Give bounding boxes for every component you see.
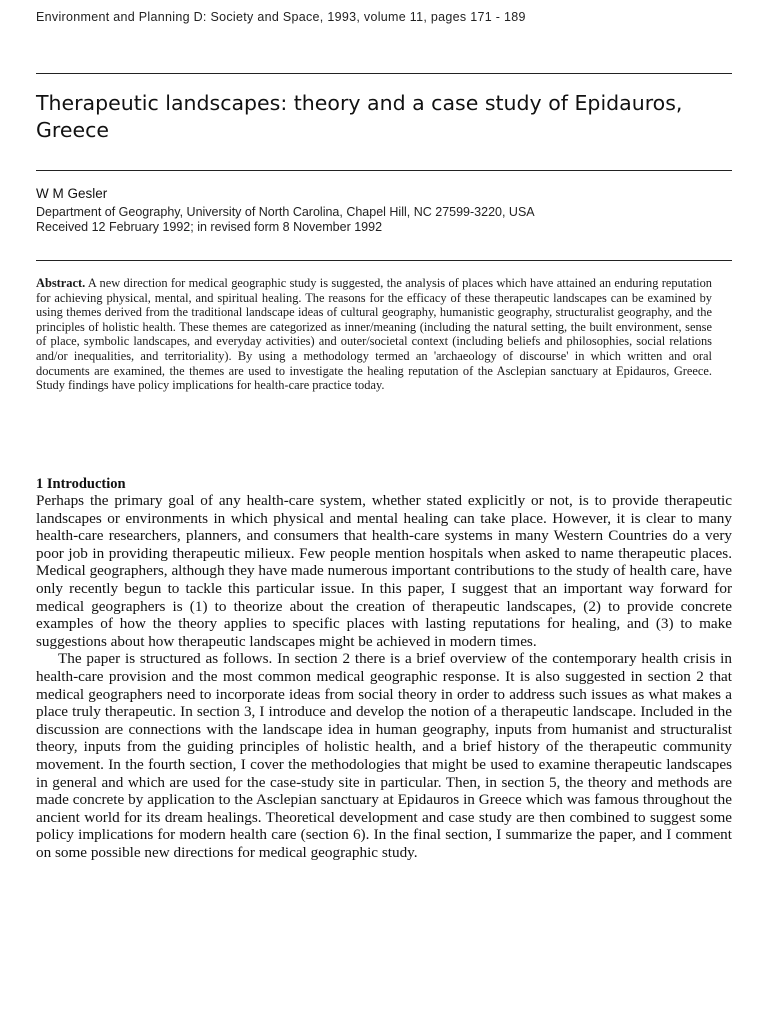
running-head: Environment and Planning D: Society and Space, 1993, volume 11, pages 171 - 189 [36,10,526,24]
title-rule [36,170,732,171]
abstract-text: A new direction for medical geographic study is suggested, the analysis of places which have attained an enduring reputation for achieving physical, mental, and spiritual healing. The reasons for the efficacy of these therapeutic landscapes can be examined by using themes derived from the traditional landscape ideas of cultural geography, humanistic geography, structuralist geography, and the principles of holistic health. These themes are categorized as inner/meaning (including the natural setting, the built environment, sense of place, symbolic landscapes, and everyday activities) and outer/societal context (including beliefs and philosophies, social relations and/or inequalities, and territoriality). By using a methodology termed an 'archaeology of discourse' in which written and oral documents are examined, the themes are used to investigate the healing reputation of the Asclepian sanctuary at Epidauros, Greece. Study findings have policy implications for health-care practice today. [36,276,712,393]
body-text [36,492,732,861]
section-heading: 1 Introduction [36,476,126,492]
top-rule [36,73,732,74]
paragraph: The paper is structured as follows. In section 2 there is a brief overview of the contemporary health crisis in health-care provision and the most common medical geographic response. It is also suggested in section 2 that medical geographers need to incorporate ideas from social theory in order to address such issues as what makes a place truly therapeutic. In section 3, I introduce and develop the notion of a therapeutic landscape. Included in the discussion are connections with the landscape idea in human geography, inputs from humanist and structuralist theory, inputs from the guiding principles of holistic health, and a brief history of the therapeutic community movement. In the fourth section, I cover the methodologies that might be used to examine therapeutic landscapes in general and which are used for the case-study site in particular. Then, in section 5, the theory and methods are made concrete by application to the Asclepian sanctuary at Epidauros in Greece which was famous throughout the ancient world for its dream healings. Theoretical development and case study are then combined to suggest some policy implications for modern health care (section 6). In the final section, I summarize the paper, and I comment on some possible new directions for medical geographic study. [36,650,732,861]
author-affiliation [36,205,732,235]
paragraph: Perhaps the primary goal of any health-care system, whether stated explicitly or not, is to provide therapeutic landscapes or environments in which physical and mental healing can take place. However, it is clear to many health-care researchers, planners, and consumers that health-care systems in many Western Countries do a very poor job in providing therapeutic milieux. Few people mention hospitals when asked to name therapeutic places. Medical geographers, although they have made numerous important contributions to the study of health care, have only recently begun to tackle this particular issue. In this paper, I suggest that an important way forward for medical geographers is (1) to theorize about the creation of therapeutic landscapes, (2) to provide concrete examples of how the theory applies to specific places with lasting reputations for healing, and (3) to make suggestions about how therapeutic landscapes might be achieved in modern times. [36,492,732,650]
received-line: Received 12 February 1992; in revised form 8 November 1992 [36,220,383,234]
article-title: Therapeutic landscapes: theory and a case study of Epidauros, Greece [36,91,683,142]
affiliation-line: Department of Geography, University of North Carolina, Chapel Hill, NC 27599-3220, USA [36,205,535,219]
abstract-label: Abstract. [36,276,86,290]
abstract-rule [36,260,732,261]
author-name: W M Gesler [36,186,108,201]
abstract [36,276,712,393]
